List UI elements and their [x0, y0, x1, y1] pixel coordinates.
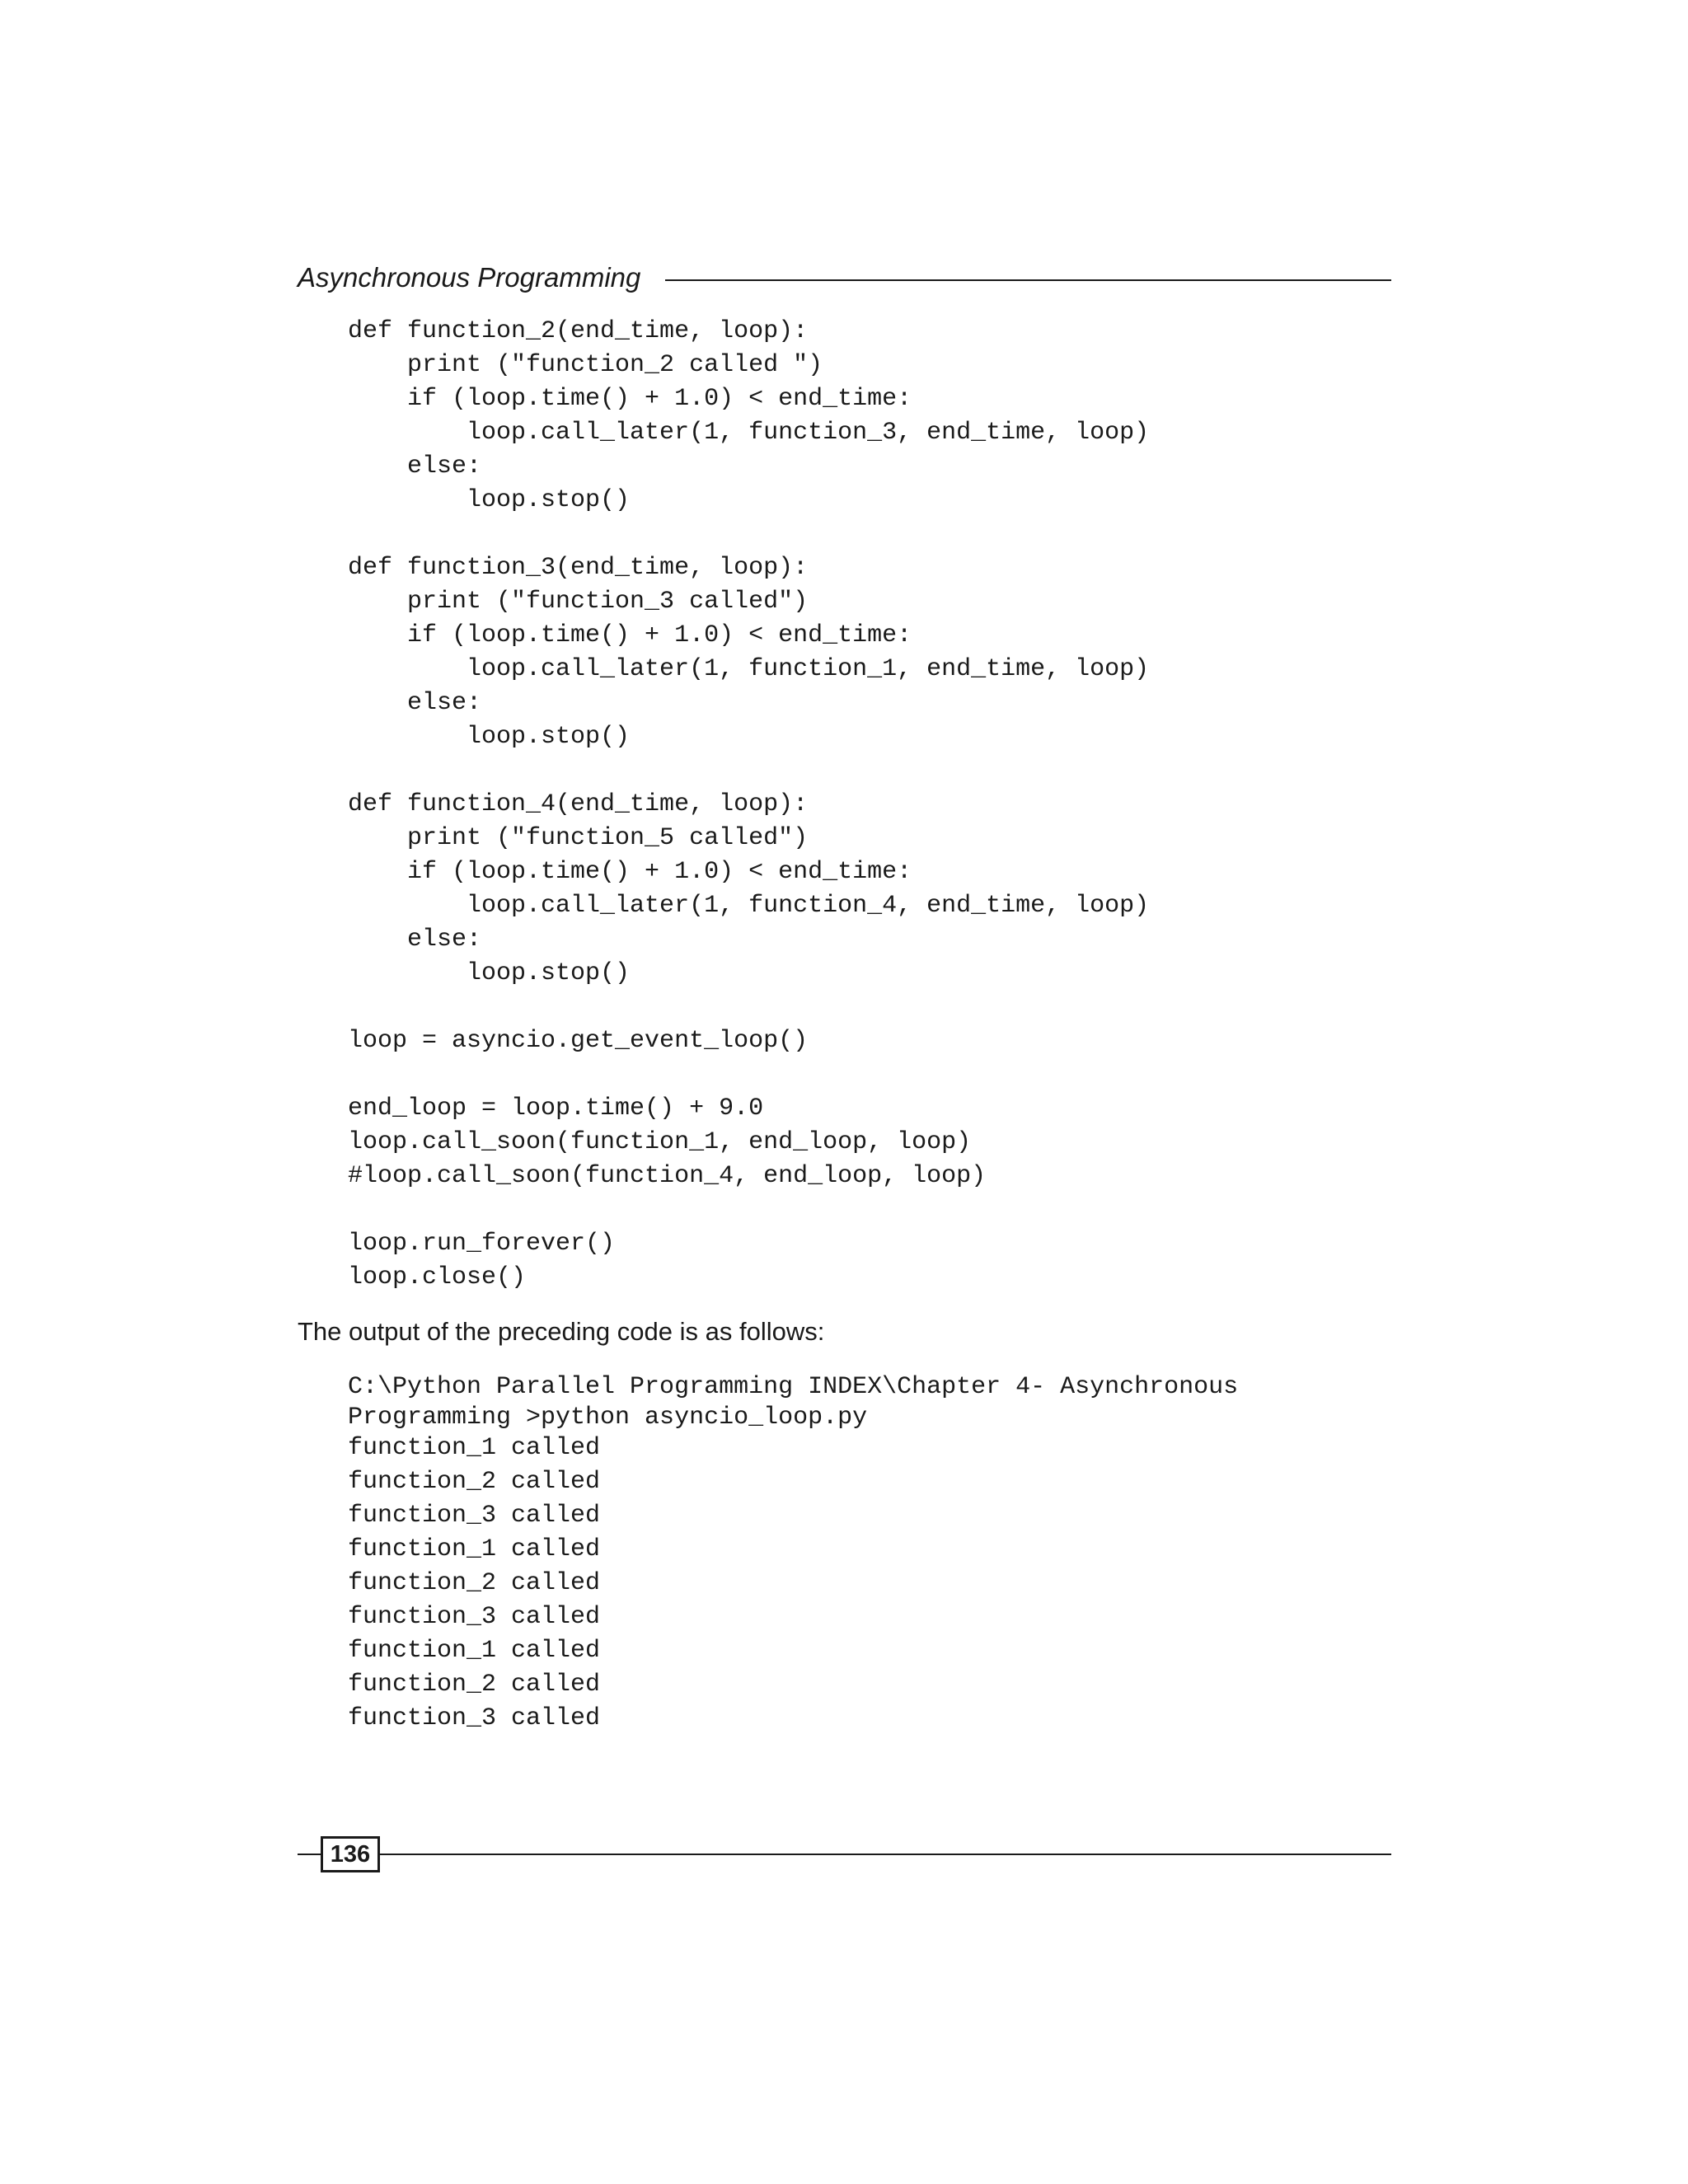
code-line-blank: [348, 754, 1149, 788]
command-line: C:\Python Parallel Programming INDEX\Chapter 4- Asynchronous: [348, 1373, 1239, 1401]
code-line: else:: [348, 926, 482, 954]
footer-rule: [298, 1854, 1391, 1855]
code-line: print ("function_5 called"): [348, 824, 809, 852]
code-line: loop.stop(): [348, 486, 631, 514]
code-line: end_loop = loop.time() + 9.0: [348, 1094, 764, 1122]
code-line: else:: [348, 452, 482, 480]
code-line: loop.close(): [348, 1263, 527, 1291]
output-line: function_3 called: [348, 1603, 601, 1631]
output-line: function_3 called: [348, 1502, 601, 1530]
output-line: function_1 called: [348, 1535, 601, 1563]
code-line: if (loop.time() + 1.0) < end_time:: [348, 858, 912, 886]
code-line: def function_2(end_time, loop):: [348, 317, 809, 345]
console-output: [348, 1372, 1238, 1737]
code-line: loop.stop(): [348, 723, 631, 751]
code-line-blank: [348, 991, 1149, 1024]
code-line: loop.run_forever(): [348, 1230, 616, 1258]
page-number: 136: [321, 1836, 380, 1872]
output-intro-paragraph: The output of the preceding code is as follows:: [298, 1317, 825, 1346]
code-line: loop.call_later(1, function_1, end_time, loop): [348, 655, 1150, 683]
output-line: function_1 called: [348, 1434, 601, 1462]
chapter-title: Asynchronous Programming: [298, 262, 641, 293]
code-listing: [348, 315, 1149, 1295]
command-line: Programming >python asyncio_loop.py: [348, 1404, 868, 1432]
code-line: loop.stop(): [348, 959, 631, 987]
code-line: else:: [348, 689, 482, 717]
output-line: function_2 called: [348, 1671, 601, 1699]
code-line-blank: [348, 518, 1149, 551]
output-line: function_1 called: [348, 1637, 601, 1665]
code-line-blank: [348, 1058, 1149, 1092]
code-line: loop.call_later(1, function_4, end_time, loop): [348, 892, 1150, 920]
running-header: [298, 257, 1391, 298]
code-line-blank: [348, 1193, 1149, 1227]
code-line: def function_4(end_time, loop):: [348, 790, 809, 818]
output-line: function_2 called: [348, 1569, 601, 1597]
code-line: if (loop.time() + 1.0) < end_time:: [348, 621, 912, 649]
output-line: function_2 called: [348, 1468, 601, 1496]
code-line: loop.call_later(1, function_3, end_time, loop): [348, 419, 1150, 447]
code-line: print ("function_3 called"): [348, 588, 809, 616]
code-line: loop.call_soon(function_1, end_loop, loop): [348, 1128, 972, 1156]
code-line: if (loop.time() + 1.0) < end_time:: [348, 385, 912, 413]
code-line: #loop.call_soon(function_4, end_loop, loop): [348, 1162, 987, 1190]
header-rule: [665, 279, 1391, 281]
output-line: function_3 called: [348, 1704, 601, 1732]
code-line: print ("function_2 called "): [348, 351, 823, 379]
code-line: def function_3(end_time, loop):: [348, 554, 809, 582]
page-footer: [298, 1836, 1391, 1872]
code-line: loop = asyncio.get_event_loop(): [348, 1027, 809, 1055]
